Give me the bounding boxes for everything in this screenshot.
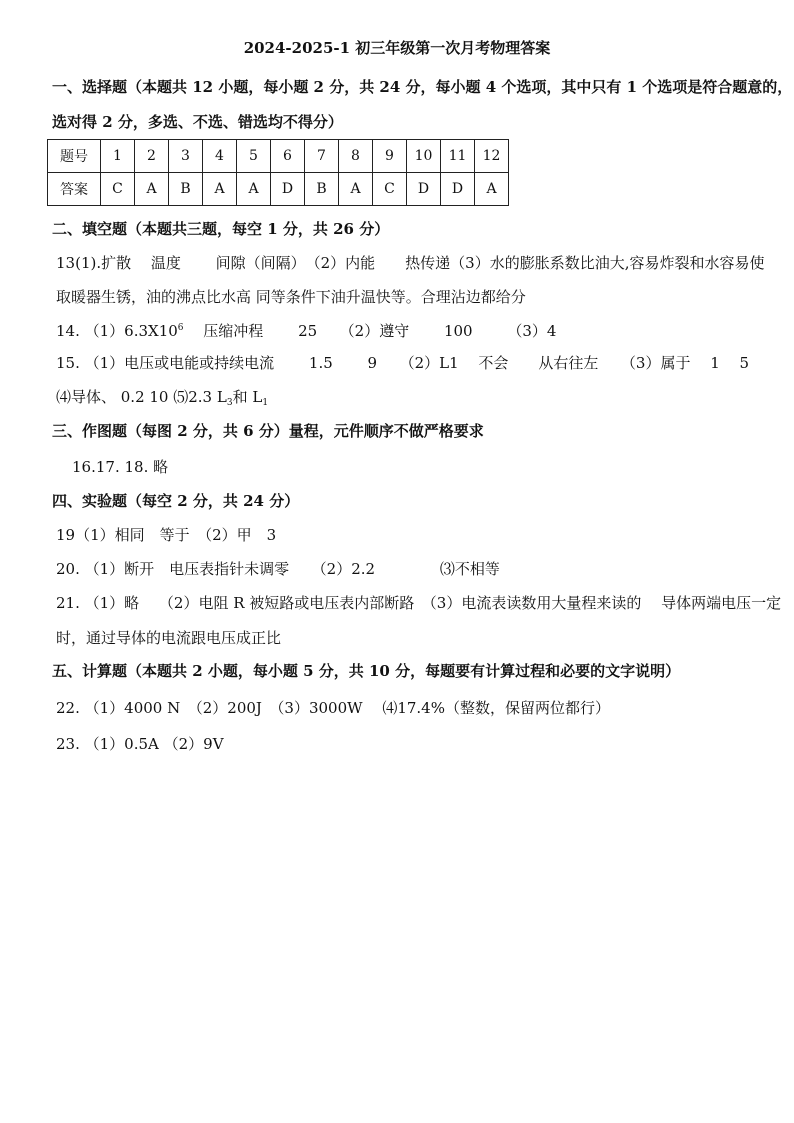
table-cell: D	[441, 173, 475, 206]
table-cell: 8	[339, 140, 373, 173]
q15-sub1: 3	[226, 398, 233, 408]
q21-line1: 21. （1）略 （2）电阻 R 被短路或电压表内部断路 （3）电流表读数用大量程来读的 导体两端电压一定	[56, 594, 782, 612]
q15-line2	[56, 386, 268, 408]
table-cell: 11	[441, 140, 475, 173]
section5-heading: 五、计算题（本题共 2 小题，每小题 5 分，共 10 分，每题要有计算过程和必要的文字说明）	[52, 662, 681, 680]
table-cell: B	[169, 173, 203, 206]
q13-line2: 取暖器生锈，油的沸点比水高 同等条件下油升温快等。合理沾边都给分	[56, 288, 526, 306]
table-cell: 4	[203, 140, 237, 173]
page-title: 2024-2025-1 初三年级第一次月考物理答案	[243, 39, 551, 57]
section2-heading: 二、填空题（本题共三题，每空 1 分，共 26 分）	[52, 220, 390, 238]
table-cell: A	[237, 173, 271, 206]
row-label-answers: 答案	[48, 173, 101, 206]
table-cell: A	[135, 173, 169, 206]
table-cell: 7	[305, 140, 339, 173]
section3-body: 16.17. 18. 略	[72, 458, 169, 476]
table-cell: A	[203, 173, 237, 206]
table-cell: D	[407, 173, 441, 206]
table-cell: A	[339, 173, 373, 206]
table-cell: 1	[101, 140, 135, 173]
table-cell: A	[475, 173, 509, 206]
section1-heading-line1: 一、选择题（本题共 12 小题，每小题 2 分，共 24 分，每小题 4 个选项，其中只有 1 个选项是符合题意的，	[52, 78, 793, 96]
answer-table	[47, 139, 509, 206]
q14-line	[56, 320, 556, 341]
table-cell: 5	[237, 140, 271, 173]
q15-line1: 15. （1）电压或电能或持续电流 1.5 9 （2）L1 不会 从右往左 （3）属于 1 5	[56, 354, 750, 372]
q19-line: 19（1）相同 等于 （2）甲 3	[56, 526, 277, 544]
table-row-answers	[48, 173, 509, 206]
row-label-numbers: 题号	[48, 140, 101, 173]
q22-line: 22. （1）4000 N （2）200J （3）3000W ⑷17.4%（整数，保留两位都行）	[56, 699, 610, 717]
section4-heading: 四、实验题（每空 2 分，共 24 分）	[52, 492, 300, 510]
section3-heading: 三、作图题（每图 2 分，共 6 分）量程，元件顺序不做严格要求	[52, 422, 484, 440]
table-cell: 2	[135, 140, 169, 173]
q14-rest: 压缩冲程 25 （2）遵守 100 （3）4	[183, 322, 557, 340]
table-cell: 10	[407, 140, 441, 173]
q20-line: 20. （1）断开 电压表指针未调零 （2）2.2 ⑶不相等	[56, 560, 500, 578]
table-cell: 3	[169, 140, 203, 173]
table-cell: 12	[475, 140, 509, 173]
q21-line2: 时，通过导体的电流跟电压成正比	[56, 629, 282, 647]
section1-heading-line2: 选对得 2 分，多选、不选、错选均不得分）	[52, 113, 343, 131]
q14-exponent: 6	[177, 323, 184, 333]
table-cell: 9	[373, 140, 407, 173]
table-cell: C	[373, 173, 407, 206]
table-cell: 6	[271, 140, 305, 173]
table-cell: D	[271, 173, 305, 206]
q15-line2-a: ⑷导体、 0.2 10 ⑸2.3 L	[56, 388, 227, 406]
q15-sub2: 1	[262, 398, 269, 408]
q13-line1: 13(1).扩散 温度 间隙（间隔） （2）内能 热传递（3）水的膨胀系数比油大,容易炸裂和水容易使	[56, 254, 765, 272]
table-cell: B	[305, 173, 339, 206]
table-row-numbers	[48, 140, 509, 173]
q23-line: 23. （1）0.5A （2）9V	[56, 735, 224, 753]
q15-line2-b: 和 L	[232, 388, 263, 406]
q14-prefix: 14. （1）6.3X10	[56, 322, 178, 340]
table-cell: C	[101, 173, 135, 206]
